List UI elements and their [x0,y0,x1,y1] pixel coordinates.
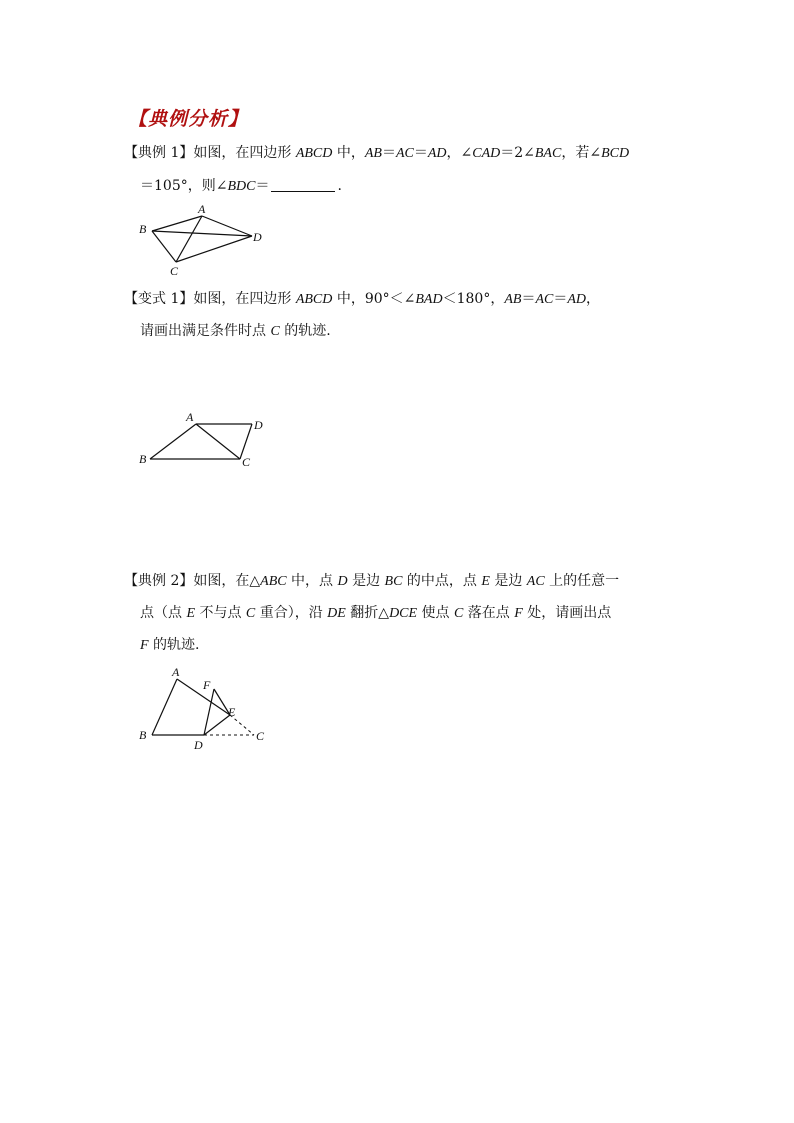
label-a: A [186,410,194,424]
segment-dc [240,424,252,459]
var: AB [364,146,382,161]
label-f: F [203,678,211,692]
var: ABCD [295,146,333,161]
label-d: D [254,418,263,432]
var: CAD [472,146,501,161]
figure-3-triangle-fold [130,662,280,754]
var: BDC [227,179,256,194]
label-e: E [228,705,236,719]
text: 如图，在四边形 [193,145,296,161]
var: BAD [415,292,443,307]
text: 使点 [417,605,454,621]
variant-1-tag: 【变式 1】 [124,291,194,307]
text: ＝ [413,145,428,161]
text: ＝105°，则∠ [140,178,228,194]
text: 上的任意一 [544,573,620,589]
label-b: B [139,452,147,466]
example-1-line-2 [140,176,342,197]
text: 的轨迹. [148,637,200,653]
text: 重合），沿 [255,605,328,621]
answer-blank[interactable] [271,177,335,192]
text: 的轨迹. [279,323,331,339]
var: F [514,606,523,621]
text: 请画出满足条件时点 [140,323,271,339]
text: 如图，在△ [193,573,261,589]
example-2-line-3 [140,635,199,656]
text: 中，90°＜∠ [332,291,416,307]
text: ＝ [553,291,568,307]
var: C [245,606,256,621]
label-b: B [139,728,147,742]
var: D [337,574,348,589]
var: AD [567,292,586,307]
var: C [270,324,280,339]
figure-1-quadrilateral [130,198,270,280]
text: ＝ [255,178,270,194]
text: 点（点 [140,605,187,621]
text: 翻折△ [345,605,390,621]
var: BCD [601,146,630,161]
var: DCE [389,606,418,621]
text: ＜180°， [442,291,505,307]
text: ，∠ [446,145,473,161]
var: ABC [260,574,287,589]
label-a: A [198,202,206,216]
example-2-tag: 【典例 2】 [124,573,194,589]
text: 中，点 [286,573,338,589]
figure-2-quadrilateral [130,405,280,475]
var: E [186,606,196,621]
text: 是边 [489,573,527,589]
text: ＝2∠ [500,145,535,161]
segment-ab [152,679,177,735]
label-c: C [242,455,251,469]
example-2-line-2 [140,603,611,624]
label-c: C [170,264,179,278]
text: ＝ [521,291,536,307]
text: ，若∠ [561,145,602,161]
var: E [481,574,490,589]
segment-bd [152,231,252,236]
text: 是边 [347,573,385,589]
var: BC [384,574,403,589]
text: 不与点 [195,605,246,621]
segment-bc [152,231,176,262]
text: 处，请画出点 [522,605,612,621]
segment-ac [196,424,240,459]
var: AB [504,292,522,307]
var: AC [526,574,545,589]
text: 的中点，点 [402,573,482,589]
text: 落在点 [463,605,515,621]
variant-1-line-2 [140,321,331,342]
label-c: C [256,729,265,743]
label-a: A [172,665,180,679]
example-2-line-1 [124,571,619,592]
segment-ad [202,216,252,236]
segment-cd [176,236,252,262]
var: BAC [534,146,562,161]
example-1-tag: 【典例 1】 [124,145,194,161]
text: ， [586,291,600,307]
label-d: D [253,230,262,244]
text: 如图，在四边形 [193,291,296,307]
section-heading: 【典例分析】 [128,108,249,130]
text: 中， [332,145,365,161]
variant-1-line-1 [124,289,600,310]
var: F [140,638,149,653]
example-1-line-1 [124,143,629,164]
var: DE [327,606,346,621]
text: ＝ [381,145,396,161]
var: AC [535,292,554,307]
text: . [337,178,342,194]
var: ABCD [295,292,333,307]
var: C [453,606,464,621]
segment-ab [150,424,196,459]
label-b: B [139,222,147,236]
var: AD [427,146,447,161]
label-d: D [194,738,203,752]
var: AC [395,146,414,161]
